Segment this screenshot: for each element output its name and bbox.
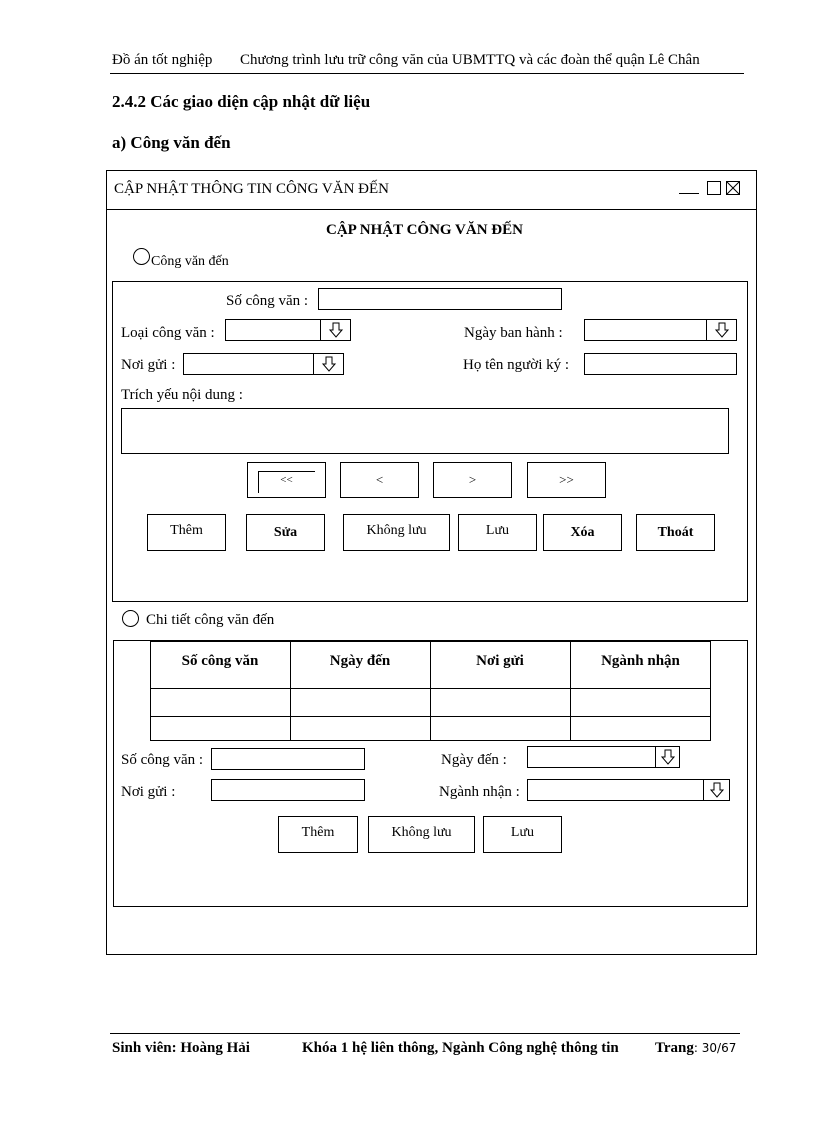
table-header-noi-gui: Nơi gửi (476, 652, 524, 669)
dropdown-arrow-icon[interactable] (655, 747, 679, 767)
detail-label-nganh-nhan: Ngành nhận : (439, 784, 520, 800)
detail-dont-save-button[interactable]: Không lưu (368, 816, 475, 853)
label-ngay-ban-hanh: Ngày ban hành : (464, 325, 563, 341)
dropdown-arrow-icon[interactable] (703, 780, 729, 800)
section-subheading: a) Công văn đến (112, 133, 231, 152)
radio-cong-van-den-label: Công văn đến (151, 254, 229, 269)
radio-chi-tiet-label: Chi tiết công văn đến (146, 612, 275, 628)
detail-save-button[interactable]: Lưu (483, 816, 562, 853)
maximize-icon[interactable] (707, 181, 721, 195)
dont-save-button[interactable]: Không lưu (343, 514, 450, 551)
table-header-so-cong-van: Số công văn (181, 652, 259, 669)
detail-label-ngay-den: Ngày đến : (441, 752, 507, 768)
select-ngay-ban-hanh[interactable] (584, 319, 737, 341)
detail-add-button[interactable]: Thêm (278, 816, 358, 853)
edit-button[interactable]: Sửa (246, 514, 325, 551)
form-title: CẬP NHẬT CÔNG VĂN ĐẾN (326, 222, 523, 238)
detail-label-noi-gui: Nơi gửi : (121, 784, 176, 800)
label-loai-cong-van: Loại công văn : (121, 325, 215, 341)
detail-input-noi-gui[interactable] (211, 779, 365, 801)
detail-select-nganh-nhan[interactable] (527, 779, 730, 801)
header-left: Đồ án tốt nghiệp (112, 52, 213, 68)
footer-student: Sinh viên: Hoàng Hải (112, 1040, 250, 1056)
close-icon[interactable] (726, 181, 740, 195)
detail-select-ngay-den[interactable] (527, 746, 680, 768)
radio-chi-tiet[interactable] (122, 610, 139, 627)
dropdown-arrow-icon[interactable] (320, 320, 350, 340)
nav-last-button[interactable]: >> (527, 462, 606, 498)
nav-prev-button[interactable]: < (340, 462, 419, 498)
footer-page-number: : 30/67 (693, 1041, 737, 1055)
nav-first-button[interactable] (247, 462, 326, 498)
table-row-divider (150, 688, 711, 689)
label-ho-ten-nguoi-ky: Họ tên người ký : (463, 357, 570, 373)
minimize-icon[interactable] (679, 193, 699, 194)
nav-next-button[interactable]: > (433, 462, 512, 498)
input-ho-ten-nguoi-ky[interactable] (584, 353, 737, 375)
add-button[interactable]: Thêm (147, 514, 226, 551)
header-right: Chương trình lưu trữ công văn của UBMTTQ và các đoàn thể quận Lê Chân (240, 52, 700, 68)
table-row-divider (150, 716, 711, 717)
section-heading: 2.4.2 Các giao diện cập nhật dữ liệu (112, 92, 371, 111)
radio-cong-van-den[interactable] (133, 248, 150, 265)
select-loai-cong-van[interactable] (225, 319, 351, 341)
dropdown-arrow-icon[interactable] (313, 354, 343, 374)
footer-course: Khóa 1 hệ liên thông, Ngành Công nghệ thông tin (302, 1040, 619, 1056)
label-so-cong-van: Số công văn : (226, 293, 309, 309)
footer-page-label: Trang (655, 1040, 694, 1056)
dropdown-arrow-icon[interactable] (706, 320, 736, 340)
input-so-cong-van[interactable] (318, 288, 562, 310)
label-trich-yeu: Trích yếu nội dung : (121, 387, 243, 403)
save-button[interactable]: Lưu (458, 514, 537, 551)
table-header-ngay-den: Ngày đến (329, 652, 391, 669)
footer-page (655, 1039, 736, 1057)
header-rule (110, 73, 744, 74)
detail-input-so-cong-van[interactable] (211, 748, 365, 770)
nav-first-label: << (280, 474, 293, 486)
detail-label-so-cong-van: Số công văn : (121, 752, 204, 768)
title-bar-rule (106, 209, 757, 210)
delete-button[interactable]: Xóa (543, 514, 622, 551)
exit-button[interactable]: Thoát (636, 514, 715, 551)
select-noi-gui[interactable] (183, 353, 344, 375)
footer-rule (110, 1033, 740, 1034)
label-noi-gui: Nơi gửi : (121, 357, 176, 373)
table-header-nganh-nhan: Ngành nhận (601, 652, 680, 669)
window-title: CẬP NHẬT THÔNG TIN CÔNG VĂN ĐẾN (114, 181, 390, 197)
textarea-trich-yeu[interactable] (121, 408, 729, 454)
